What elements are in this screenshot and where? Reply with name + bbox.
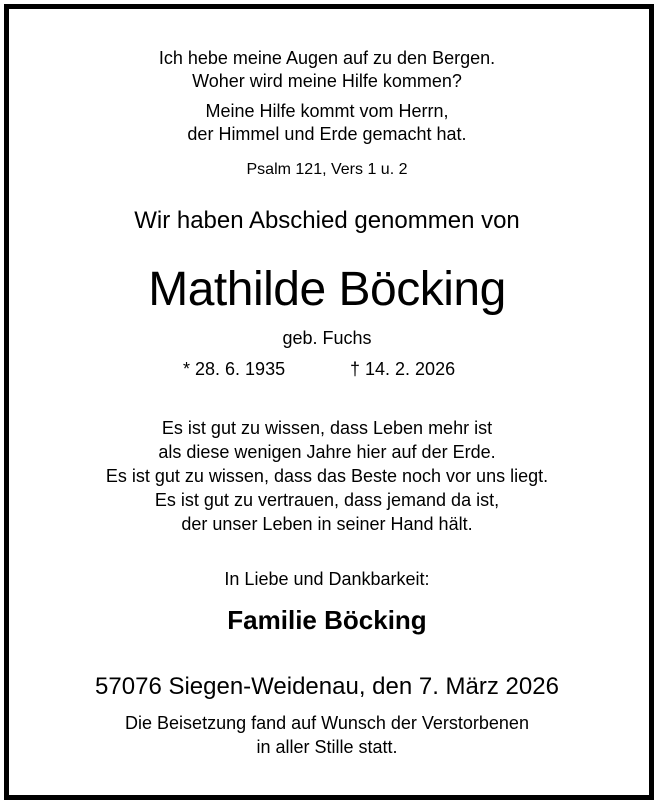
- burial-note-line: in aller Stille statt.: [256, 737, 398, 757]
- death-date: † 14. 2. 2026: [350, 359, 456, 379]
- birth-date: * 28. 6. 1935: [183, 359, 286, 379]
- psalm-line: der Himmel und Erde gemacht hat.: [187, 124, 467, 144]
- burial-note-line: Die Beisetzung fand auf Wunsch der Verstorbenen: [125, 713, 529, 733]
- psalm-line: Woher wird meine Hilfe kommen?: [192, 71, 462, 91]
- poem-line: als diese wenigen Jahre hier auf der Erde.: [158, 442, 496, 462]
- deceased-name: Mathilde Böcking: [148, 263, 506, 316]
- poem-line: Es ist gut zu wissen, dass das Beste noch vor uns liegt.: [105, 466, 549, 486]
- place-date: 57076 Siegen-Weidenau, den 7. März 2026: [95, 673, 559, 700]
- poem-line: der unser Leben in seiner Hand hält.: [181, 514, 473, 534]
- psalm-line: Meine Hilfe kommt vom Herrn,: [205, 101, 449, 121]
- maiden-name: geb. Fuchs: [282, 328, 372, 348]
- psalm-line: Ich hebe meine Augen auf zu den Bergen.: [158, 48, 496, 68]
- intro-text: Wir haben Abschied genommen von: [134, 207, 520, 234]
- closing-salutation: In Liebe und Dankbarkeit:: [224, 569, 430, 589]
- psalm-reference: Psalm 121, Vers 1 u. 2: [246, 161, 408, 178]
- family-signature: Familie Böcking: [227, 605, 427, 635]
- poem-line: Es ist gut zu vertrauen, dass jemand da ist,: [154, 490, 500, 510]
- poem-line: Es ist gut zu wissen, dass Leben mehr ist: [161, 418, 493, 438]
